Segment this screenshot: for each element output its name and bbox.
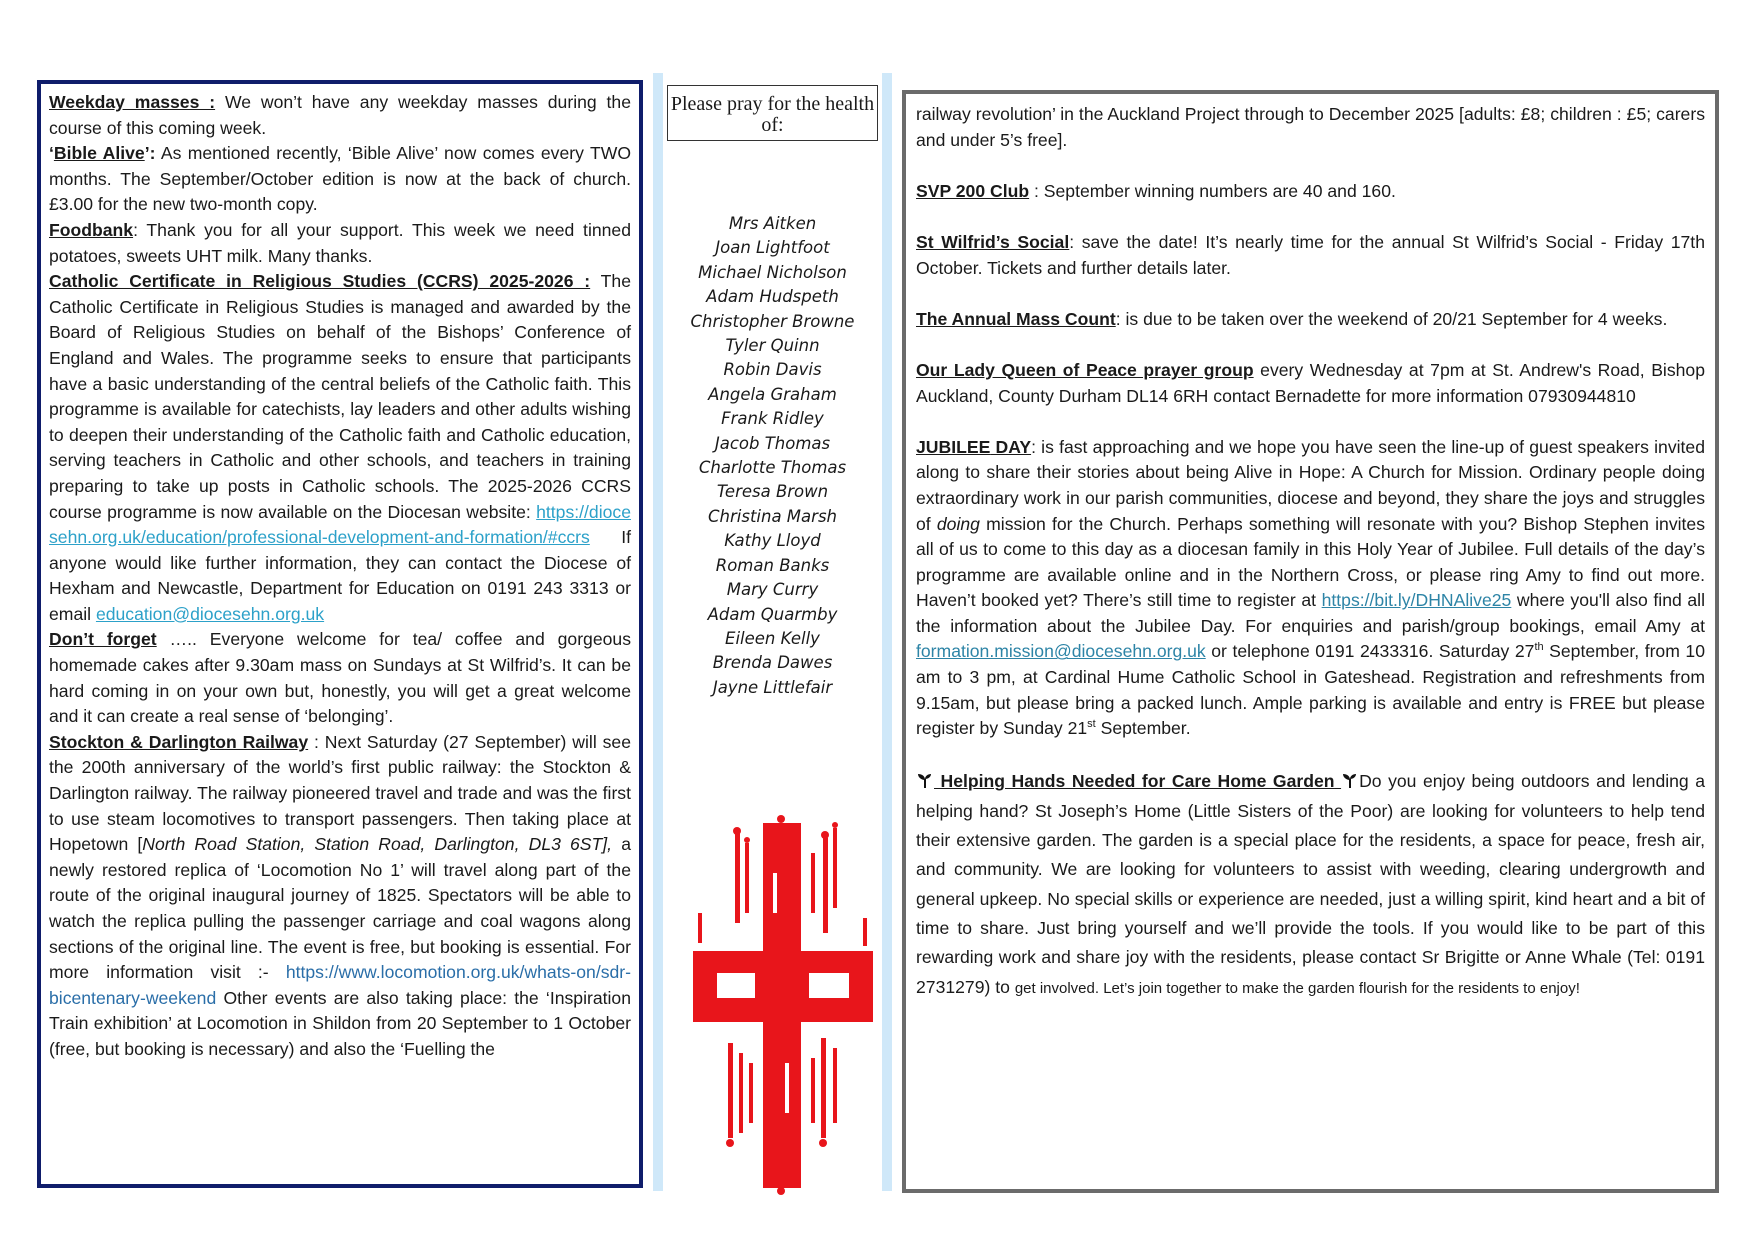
jubilee-text-5: September, from 10 am to 3 pm, at Cardinal Hume Catholic School in Gateshead. Registration and refreshments from 9.15am, but please bring a packed lunch. Ample parking is available and entry is FREE but please register by Sunday 21 [916, 641, 1705, 739]
prayer-name: Kathy Lloyd [724, 531, 821, 551]
svp-heading: SVP 200 Club [916, 180, 1030, 201]
prayer-name: Tyler Quinn [725, 336, 820, 356]
prayer-group-paragraph [916, 358, 1705, 409]
prayer-name: Charlotte Thomas [698, 458, 847, 478]
prayer-name: Jayne Littlefair [712, 677, 833, 697]
ccrs-text-2: If anyone would like further information, they can contact the Diocese of Hexham and Newcastle, Department for Education on 0191 243 3313 or email [49, 527, 631, 624]
railway-text-3: Other events are also taking place: the ‘Inspiration Train exhibition’ at Locomotion in Shildon from 20 September to 1 October (free, but booking is necessary) and also the ‘Fuelling the [49, 987, 631, 1059]
jubilee-heading-word-1: JUBILEE [916, 436, 991, 457]
garden-heading-text: Helping Hands Needed for Care Home Garden [940, 771, 1335, 792]
garden-paragraph [916, 767, 1705, 1002]
prayer-names-list [663, 212, 882, 700]
prayer-name: Christina Marsh [708, 506, 837, 526]
ccrs-text: The Catholic Certificate in Religious Studies is managed and awarded by the Board of Religious Studies on behalf of the Bishops’ Conference of England and Wales. The programme seeks to ensure that participants have a basic understanding of the central beliefs of the Catholic faith. This programme is available for catechists, lay leaders and other adults wishing to deepen their understanding of the Catholic faith and Catholic education, serving teachers in Catholic and other schools, and teachers in training preparing to take up posts in Catholic schools. The 2025-2026 CCRS course programme is now available on the Diocesan website: [49, 271, 631, 522]
jubilee-text-2: mission for the Church. Perhaps something will resonate with you? Bishop Stephen invites all of us to come to this day as a diocesan family in this Holy Year of Jubilee. Full details of the day’s programme are available online and in the Northern Cross, or please ring Amy to find out more. Haven’t booked yet? There’s still time to register at [916, 513, 1705, 611]
ccrs-link[interactable]: https://diocesehn.org.uk/education/professional-development-and-formation/#ccrs [49, 501, 631, 548]
ccrs-heading: Catholic Certificate in Religious Studies (CCRS) 2025-2026 : [49, 271, 591, 292]
prayer-name: Teresa Brown [716, 482, 829, 502]
prayer-column [653, 73, 892, 1191]
mass-count-heading: The Annual Mass Count [916, 308, 1116, 329]
bible-alive-text: As mentioned recently, ‘Bible Alive’ now comes every TWO months. The September/October edition is now at the back of church. £3.00 for the new two-month copy. [49, 143, 631, 215]
prayer-name: Roman Banks [715, 555, 830, 575]
weekday-masses-heading: Weekday masses : [49, 92, 216, 112]
prayer-name: Mrs Aitken [728, 214, 817, 233]
prayer-name: Angela Graham [708, 384, 837, 404]
weekday-masses-text: We won’t have any weekday masses during the course of this coming week. [49, 92, 631, 138]
seedling-icon [1341, 771, 1359, 789]
svp-paragraph [916, 179, 1705, 205]
bible-alive-open-quote: ‘ [49, 143, 54, 164]
dont-forget-text: ….. Everyone welcome for tea/ coffee and gorgeous homemade cakes after 9.30am mass on Sundays at St Wilfrid’s. It can be hard coming in on your own but, honestly, you will get a great welcome and it can create a real sense of ‘belonging’. [49, 629, 631, 727]
pray-title-box: Please pray for the health of: [667, 85, 878, 141]
prayer-name: Brenda Dawes [712, 653, 833, 673]
ccrs-email-link[interactable]: education@diocesehn.org.uk [95, 603, 325, 624]
prayer-name: Adam Hudspeth [706, 287, 839, 307]
jubilee-text-6: September. [1095, 718, 1191, 739]
railway-text-2: a newly restored replica of ‘Locomotion No 1’ will travel along part of the route of the original inaugural journey of 1825. Spectators will be able to watch the replica pulling the passenger carriage and coal wagons along sections of the original line. The event is free, but booking is essential. For more information visit :- [49, 834, 631, 983]
jubilee-text: : is fast approaching and we hope you have seen the line-up of guest speakers invited along to share their stories about being Alive in Hope: A Church for Mission. Ordinary people doing extraordinary work in our parish communities, diocese and beyond, they share the joys and struggles of [916, 436, 1705, 534]
garden-text: Do you enjoy being outdoors and lending a helping hand? St Joseph’s Home (Little Sisters of the Poor) are looking for volunteers to help tend their extensive garden. The garden is a special place for the residents, a space for peace, fresh air, and community. We are looking for volunteers to assist with weeding, clearing undergrowth and general upkeep. No special skills or experience are needed, just a willing spirit, kind heart and a bit of time to share. Just bring yourself and we’ll provide the tools. If you would like to be part of this rewarding work and share joy with the residents, please contact Sr Brigitte or Anne Whale (Tel: 0191 2731279) to [916, 771, 1706, 997]
prayer-name: Eileen Kelly [725, 628, 820, 648]
jubilee-paragraph [916, 435, 1705, 742]
foodbank-paragraph [49, 218, 631, 269]
social-paragraph [916, 230, 1705, 281]
jubilee-text-4: or telephone 0191 2433316. Saturday 27 [1205, 641, 1535, 662]
jubilee-sup-1: th [1534, 641, 1544, 654]
railway-continued-paragraph: railway revolution’ in the Auckland Project through to December 2025 [adults: £8; children : £5; carers and under 5’s free]. [916, 104, 1705, 150]
locomotion-link[interactable]: https://www.locomotion.org.uk/whats-on/sdr-bicentenary-weekend [49, 962, 632, 1008]
cross-icon [693, 813, 873, 1195]
svp-text: : September winning numbers are 40 and 160. [1029, 180, 1396, 201]
jubilee-italic: doing [936, 513, 980, 534]
prayer-name: Mary Curry [726, 580, 819, 600]
railway-text: : Next Saturday (27 September) will see the 200th anniversary of the world’s first public railway: the Stockton & Darlington railway. The railway pioneered travel and trade and was the first to use steam locomotives to transport passengers. Then taking place at Hopetown [ [49, 731, 631, 855]
left-column [37, 80, 643, 1188]
dont-forget-paragraph [49, 627, 631, 729]
railway-heading: Stockton & Darlington Railway [49, 731, 309, 752]
foodbank-heading: Foodbank [49, 219, 134, 240]
jubilee-sup-2: st [1087, 718, 1096, 731]
foodbank-text: : Thank you for all your support. This week we need tinned potatoes, sweets UHT milk. Many thanks. [49, 219, 631, 266]
seedling-icon [916, 771, 934, 789]
ccrs-paragraph [49, 269, 631, 627]
jubilee-heading-word-2: DAY [990, 436, 1032, 457]
jubilee-email-link[interactable]: formation.mission@diocesehn.org.uk [916, 641, 1206, 662]
jubilee-text-3: where you'll also find all the information about the Jubilee Day. For enquiries and parish/group bookings, email Amy at [916, 590, 1705, 636]
prayer-name: Robin Davis [723, 360, 822, 380]
prayer-name: Frank Ridley [721, 409, 824, 429]
bible-alive-close-quote: ’: [144, 143, 156, 164]
garden-heading [916, 771, 1359, 791]
weekday-masses-paragraph [49, 90, 631, 141]
garden-closing-text: get involved. Let’s join together to make the garden flourish for the residents to enjoy! [1014, 979, 1580, 997]
prayer-name: Michael Nicholson [698, 262, 847, 282]
mass-count-text: : is due to be taken over the weekend of 20/21 September for 4 weeks. [1115, 308, 1668, 329]
right-column [902, 90, 1719, 1193]
social-text: : save the date! It’s nearly time for the annual St Wilfrid’s Social - Friday 17th October. Tickets and further details later. [916, 231, 1705, 278]
garden-section [916, 767, 1705, 1002]
prayer-name: Christopher Browne [690, 311, 855, 331]
prayer-column-inner [663, 73, 882, 1191]
bible-alive-paragraph [49, 141, 631, 218]
prayer-name: Adam Quarmby [707, 604, 838, 624]
mass-count-paragraph [916, 307, 1705, 333]
prayer-name: Jacob Thomas [714, 433, 831, 453]
prayer-name: Joan Lightfoot [715, 238, 830, 258]
bible-alive-heading: Bible Alive [53, 143, 145, 164]
jubilee-link[interactable]: https://bit.ly/DHNAlive25 [1321, 590, 1512, 611]
dont-forget-heading: Don’t forget [49, 629, 157, 650]
prayer-group-text: every Wednesday at 7pm at St. Andrew's Road, Bishop Auckland, County Durham DL14 6RH contact Bernadette for more information 07930944810 [916, 359, 1705, 406]
prayer-group-heading: Our Lady Queen of Peace prayer group [916, 359, 1254, 380]
social-heading: St Wilfrid’s Social [916, 231, 1070, 252]
jubilee-heading [916, 437, 1031, 457]
railway-paragraph [49, 730, 631, 1063]
railway-address: North Road Station, Station Road, Darlington, DL3 6ST], [142, 834, 613, 855]
